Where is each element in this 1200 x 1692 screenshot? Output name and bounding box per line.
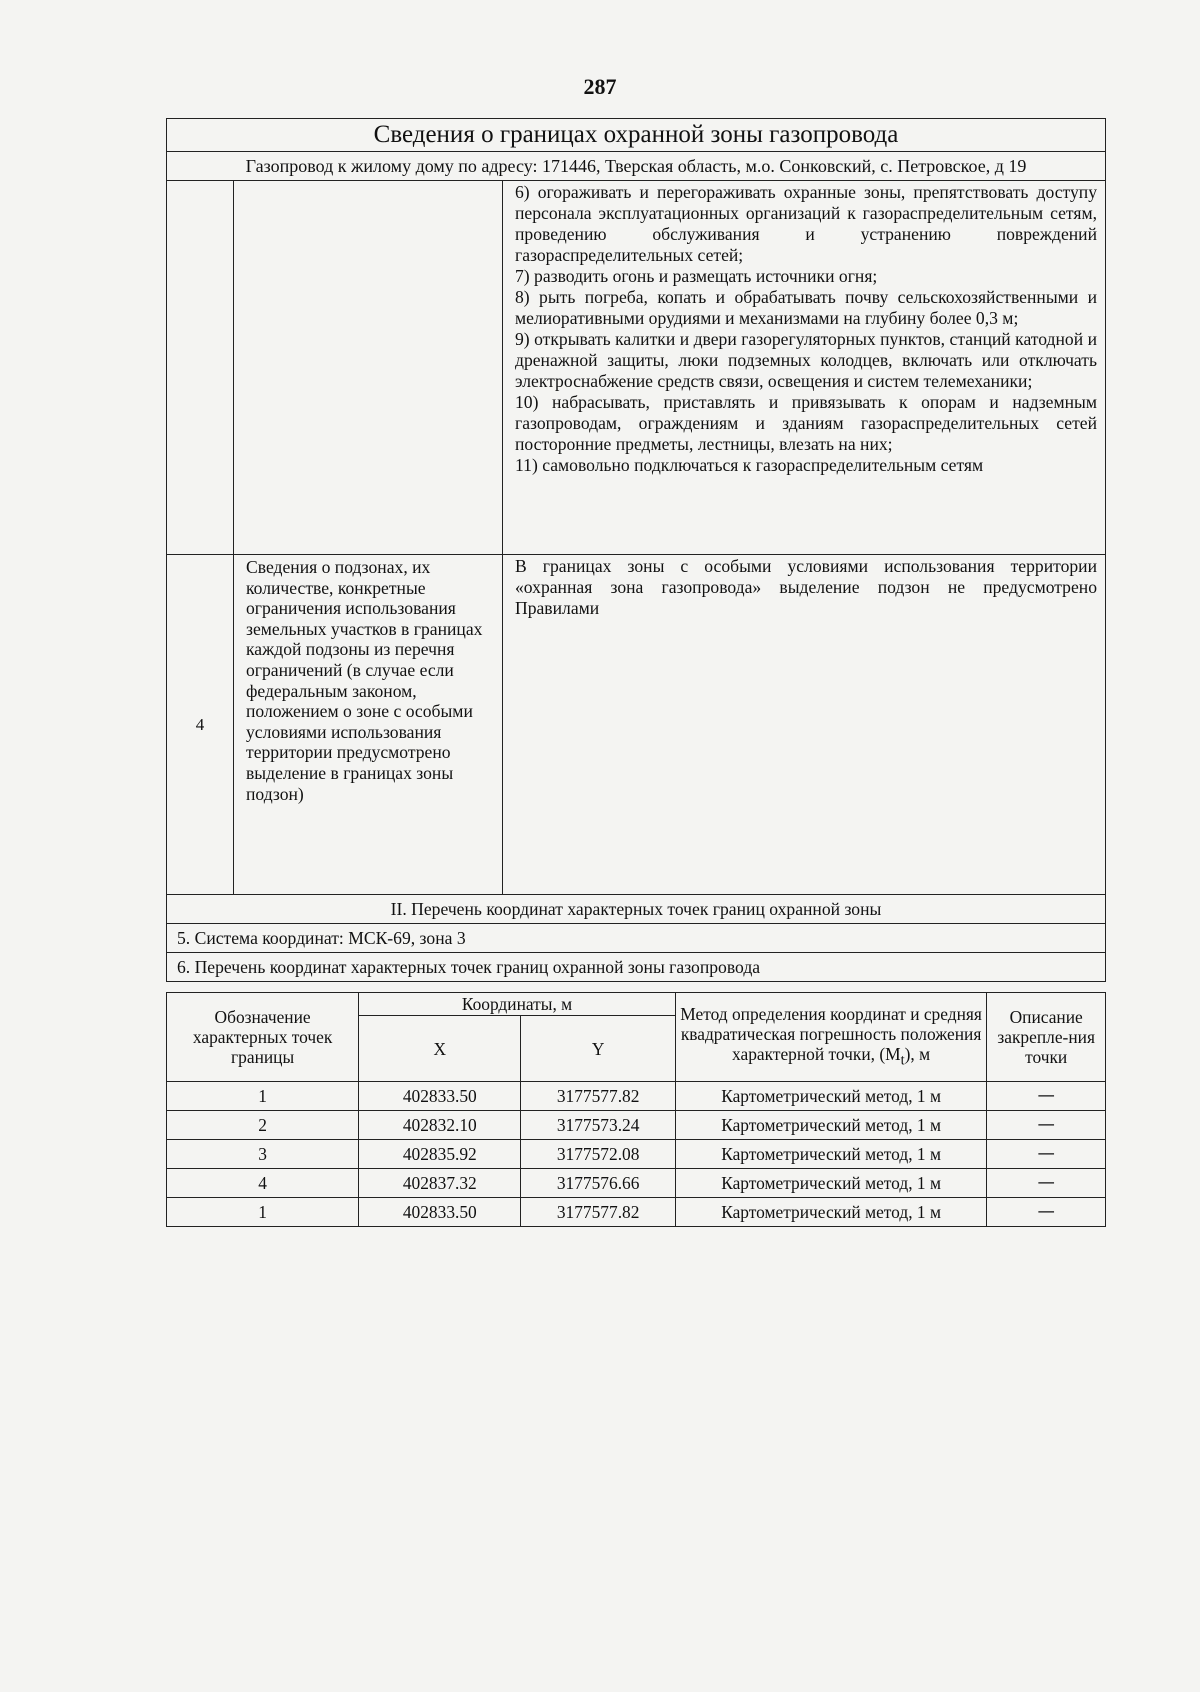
- cell-fixing: —: [987, 1198, 1106, 1227]
- row-name-empty: [234, 181, 503, 555]
- subzone-row-number: 4: [167, 555, 234, 895]
- cell-point: 1: [167, 1198, 359, 1227]
- coord-system-text: 5. Система координат: МСК-69, зона 3: [167, 924, 1106, 953]
- coord-system-row: [167, 924, 1106, 953]
- header-coords: Координаты, м: [359, 993, 676, 1016]
- restrictions-continuation-row: [167, 181, 1106, 555]
- cell-point: 2: [167, 1111, 359, 1140]
- table-row: [167, 1111, 1106, 1140]
- coord-list-title: 6. Перечень координат характерных точек границ охранной зоны газопровода: [167, 953, 1106, 982]
- cell-x: 402837.32: [359, 1169, 521, 1198]
- subzone-row-name: Сведения о подзонах, их количестве, конкретные ограничения использования земельных участков в границах каждой подзоны из перечня ограничений (в случае если федеральным законом, положением о зоне с особыми условиями использования территории предусмотрено выделение в границах зоны подзон): [234, 555, 503, 895]
- cell-y: 3177573.24: [521, 1111, 675, 1140]
- header-x: X: [359, 1016, 521, 1082]
- cell-point: 4: [167, 1169, 359, 1198]
- restriction-item: 7) разводить огонь и размещать источники огня;: [515, 266, 878, 286]
- header-y: Y: [521, 1016, 675, 1082]
- cell-fixing: —: [987, 1111, 1106, 1140]
- restrictions-list: [503, 181, 1106, 555]
- cell-y: 3177572.08: [521, 1140, 675, 1169]
- cell-y: 3177577.82: [521, 1082, 675, 1111]
- cell-method: Картометрический метод, 1 м: [675, 1169, 987, 1198]
- header-method: [675, 993, 987, 1082]
- cell-y: 3177577.82: [521, 1198, 675, 1227]
- subtitle-row: [167, 152, 1106, 181]
- cell-point: 3: [167, 1140, 359, 1169]
- cell-y: 3177576.66: [521, 1169, 675, 1198]
- restriction-item: 8) рыть погреба, копать и обрабатывать почву сельскохозяйственными и мелиоративными орудиями и механизмами на глубину более 0,3 м;: [515, 287, 1097, 328]
- table-row: [167, 1140, 1106, 1169]
- cell-method: Картометрический метод, 1 м: [675, 1111, 987, 1140]
- header-method-text: Метод определения координат и средняя квадратическая погрешность положения характерной точки, (M: [680, 1003, 982, 1064]
- row-number-empty: [167, 181, 234, 555]
- document-title: Сведения о границах охранной зоны газопровода: [167, 119, 1106, 152]
- restriction-item: 9) открывать калитки и двери газорегуляторных пунктов, станций катодной и дренажной защиты, люки подземных колодцев, включать или отключать электроснабжение средств связи, освещения и систем телемеханики;: [515, 329, 1097, 391]
- cell-x: 402833.50: [359, 1082, 521, 1111]
- cell-fixing: —: [987, 1082, 1106, 1111]
- cell-method: Картометрический метод, 1 м: [675, 1198, 987, 1227]
- coordinates-table: [166, 992, 1106, 1227]
- section-ii-row: [167, 895, 1106, 924]
- cell-x: 402833.50: [359, 1198, 521, 1227]
- coord-header-row: [167, 993, 1106, 1016]
- section-ii-heading: II. Перечень координат характерных точек границ охранной зоны: [167, 895, 1106, 924]
- table-row: [167, 1169, 1106, 1198]
- header-method-suffix: ), м: [904, 1043, 931, 1064]
- title-row: [167, 119, 1106, 152]
- subzone-row: [167, 555, 1106, 895]
- cell-fixing: —: [987, 1169, 1106, 1198]
- page-number: 287: [583, 74, 617, 99]
- restriction-item: 11) самовольно подключаться к газораспределительным сетям: [515, 455, 984, 475]
- cell-method: Картометрический метод, 1 м: [675, 1140, 987, 1169]
- cell-x: 402832.10: [359, 1111, 521, 1140]
- document-subtitle: Газопровод к жилому дому по адресу: 171446, Тверская область, м.о. Сонковский, с. Петровское, д 19: [167, 152, 1106, 181]
- restriction-item: 6) огораживать и перегораживать охранные зоны, препятствовать доступу персонала эксплуатационных организаций к газораспределительным сетям, проведению обслуживания и устранению повреждений газораспределительных сетей;: [515, 182, 1097, 265]
- subzone-row-text: В границах зоны с особыми условиями использования территории «охранная зона газопровода» выделение подзон не предусмотрено Правилами: [503, 555, 1106, 895]
- cell-method: Картометрический метод, 1 м: [675, 1082, 987, 1111]
- table-row: [167, 1082, 1106, 1111]
- cell-point: 1: [167, 1082, 359, 1111]
- header-fixing: Описание закрепле-ния точки: [987, 993, 1106, 1082]
- header-point: Обозначение характерных точек границы: [167, 993, 359, 1082]
- table-row: [167, 1198, 1106, 1227]
- restriction-item: 10) набрасывать, приставлять и привязывать к опорам и надземным газопроводам, ограждениям и зданиям газораспределительных сетей посторонние предметы, лестницы, влезать на них;: [515, 392, 1097, 454]
- cell-fixing: —: [987, 1140, 1106, 1169]
- header-method-sub: t: [900, 1052, 905, 1069]
- cell-x: 402835.92: [359, 1140, 521, 1169]
- coord-list-title-row: [167, 953, 1106, 982]
- zone-info-table: [166, 118, 1106, 982]
